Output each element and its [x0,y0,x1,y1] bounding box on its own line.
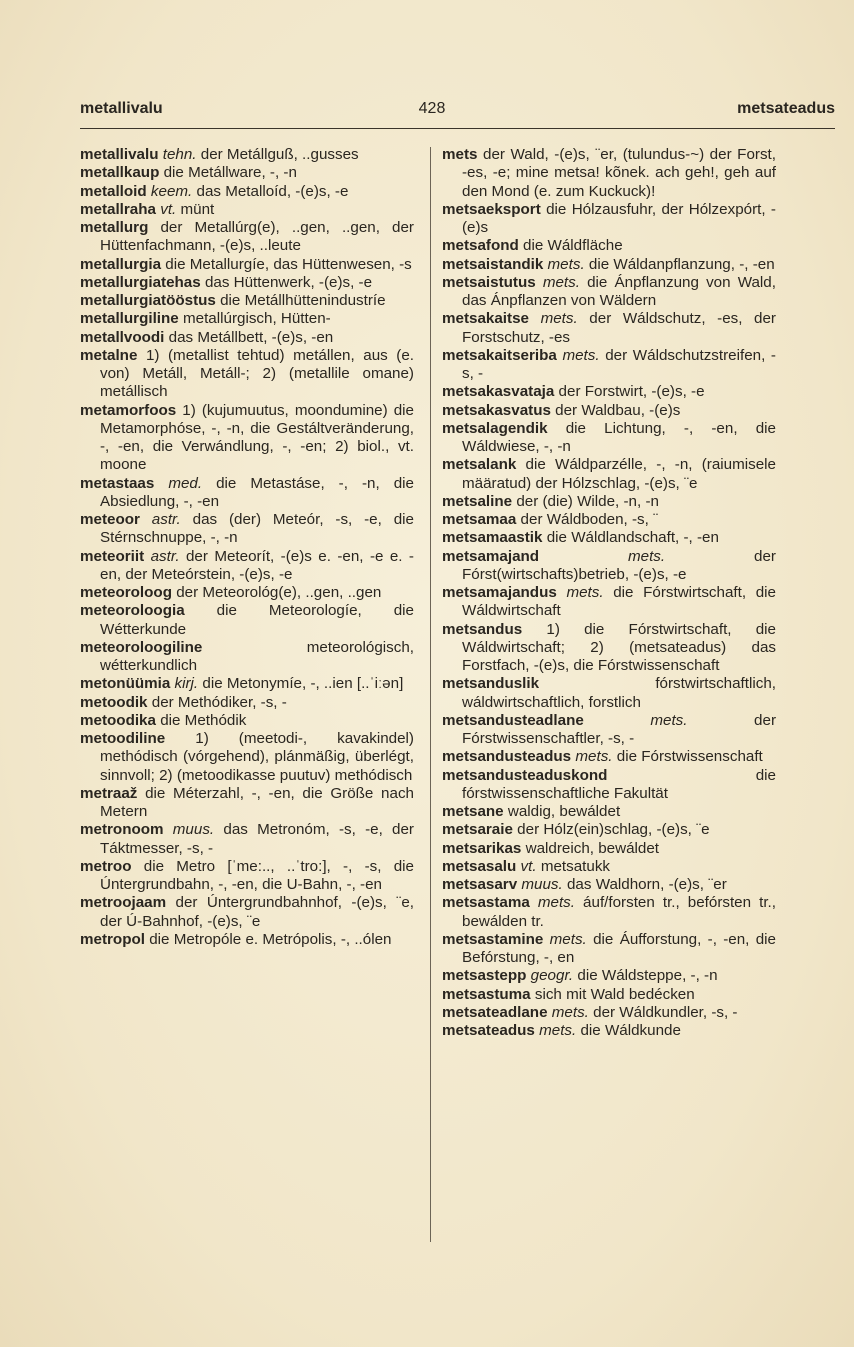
dictionary-entry [80,511,414,548]
entry-translation: das Metállbett, -(e)s, -en [168,328,334,346]
entry-headword: metallurgiatehas [80,273,201,291]
dictionary-entry [80,821,414,858]
entry-headword: metallkaup [80,164,160,182]
entry-domain-label: geogr. [530,967,574,985]
entry-headword: metsamaastik [442,529,543,547]
entry-headword: metsasalu [442,857,517,875]
entry-domain-label: mets. [566,584,604,601]
entry-translation: waldreich, bewáldet [525,839,659,857]
entry-headword: metastaas [80,474,155,492]
entry-headword: metraaž [80,784,138,802]
entry-headword: metroojaam [80,894,167,912]
entry-translation: die Meteorologíe, die Wétterkunde [100,602,414,638]
entry-headword: metonüümia [80,675,171,693]
dictionary-entry [442,584,776,621]
entry-domain-label: mets. [549,930,587,948]
entry-domain-label: mets. [650,711,688,729]
entry-translation: waldig, bewáldet [507,803,621,820]
entry-domain-label: muus. [172,821,215,839]
entry-domain-label: mets. [540,310,578,328]
entry-translation: die Metropóle e. Metrópolis, -, ..ólen [149,930,392,948]
dictionary-entry [442,511,776,529]
entry-domain-label: mets. [547,255,585,273]
entry-translation: 1) (meetodi-, kavakindel) methódisch (vórgehend), plánmäßig, überlégt, sinnvoll; 2) (metoodikasse puutuv) methódisch [100,730,414,784]
entry-domain-label: tehn. [162,146,197,163]
entry-domain-label: astr. [150,547,180,565]
entry-headword: metsamajand [442,547,540,565]
dictionary-entry [80,858,414,895]
right-column [442,146,776,1040]
entry-headword: metsateadlane [442,1003,548,1021]
entry-translation: die Wáldparzélle, -, -n, (raiumisele määratud) der Hólzschlag, -(e)s, ¨e [462,456,776,492]
entry-translation: die fórstwissenschaftliche Fakultät [462,766,776,802]
entry-translation: die Metonymíe, -, ..ien [..ˈiːən] [202,675,404,693]
entry-headword: metsakasvataja [442,383,555,401]
entry-headword: meteoroloog [80,584,172,601]
entry-translation: die Wáldfläche [523,237,623,255]
entry-headword: metoodiline [80,730,166,747]
entry-translation: die Fórstwissenschaft [616,748,763,766]
entry-translation: der (die) Wilde, -n, -n [516,492,659,510]
entry-headword: metallraha [80,200,156,218]
dictionary-entry [80,219,414,256]
entry-translation: der Fórstwissenschaftler, -s, - [462,711,776,747]
dictionary-entry [442,1004,776,1022]
entry-headword: metamorfoos [80,401,177,419]
dictionary-entry [442,548,776,585]
dictionary-entry [442,621,776,676]
dictionary-entry [442,146,776,201]
entry-headword: metsateadus [442,1022,535,1039]
dictionary-entry [442,858,776,876]
entry-domain-label: mets. [562,346,600,364]
entry-translation: meteorológisch, wétterkundlich [100,638,414,674]
entry-headword: metallurgia [80,255,162,273]
entry-domain-label: mets. [537,894,575,912]
dictionary-entry [442,201,776,238]
dictionary-entry [442,876,776,894]
dictionary-entry [442,420,776,457]
dictionary-entry [80,475,414,512]
dictionary-entry [80,785,414,822]
entry-headword: metsandus [442,620,523,638]
entry-translation: der Metallúrg(e), ..gen, ..gen, der Hüttenfachmann, -(e)s, ..leute [100,219,414,255]
entry-headword: metsafond [442,237,519,255]
entry-headword: metoodik [80,693,148,711]
entry-headword: meteoor [80,511,140,528]
entry-headword: metoodika [80,711,156,729]
entry-translation: das Metalloíd, -(e)s, -e [196,182,349,200]
entry-headword: metsastamine [442,930,544,948]
entry-headword: metsastama [442,894,530,912]
entry-headword: metsamaa [442,511,517,528]
dictionary-entry [442,256,776,274]
entry-domain-label: med. [168,474,203,492]
entry-translation: der Wáldboden, -s, ¨ [520,511,659,528]
entry-headword: metallurgiline [80,310,179,328]
dictionary-entry [442,712,776,749]
entry-translation: das (der) Meteór, -s, -e, die Stérnschnuppe, -, -n [100,511,414,547]
entry-headword: metsasarv [442,876,518,893]
entry-translation: der Wáldschutz, -es, der Forstschutz, -es [462,310,776,346]
entry-translation: die Méterzahl, -, -en, die Größe nach Metern [100,784,414,820]
entry-translation: die Áufforstung, -, -en, die Befórstung, -, en [462,930,776,966]
entry-translation: der Methódiker, -s, - [151,693,287,711]
dictionary-entry [442,967,776,985]
entry-translation: 1) (kujumuutus, moondumine) die Metamorphóse, -, -n, die Gestáltveränderung, -, -en, die Verwándlung, -, -en; 2) biol., vt. moone [100,401,414,474]
entry-translation: metallúrgisch, Hütten- [182,310,331,328]
entry-headword: metsalank [442,456,517,474]
entry-domain-label: mets. [542,273,580,291]
dictionary-entry [80,730,414,785]
entry-translation: das Hüttenwerk, -(e)s, -e [204,273,373,291]
entry-translation: der Metállguß, ..gusses [200,146,359,163]
entry-translation: der Wáldschutzstreifen, -s, - [462,346,776,382]
dictionary-entry [80,310,414,328]
entry-headword: metallurg [80,219,149,236]
entry-translation: der Meteorít, -(e)s e. -en, -e e. -en, der Meteórstein, -(e)s, -e [100,547,414,583]
dictionary-entry [80,274,414,292]
entry-translation: die Metallurgíe, das Hüttenwesen, -s [165,255,412,273]
dictionary-entry [442,529,776,547]
dictionary-entry [80,256,414,274]
dictionary-entry [80,164,414,182]
entry-translation: der Meteorológ(e), ..gen, ..gen [176,584,382,601]
dictionary-entry [80,347,414,402]
entry-headword: meteoroloogia [80,602,185,620]
dictionary-entry [80,639,414,676]
dictionary-entry [80,183,414,201]
entry-domain-label: mets. [539,1022,577,1039]
dictionary-entry [442,456,776,493]
dictionary-entry [80,894,414,931]
entry-translation: die Metállhüttenindustríe [220,292,386,309]
entry-domain-label: mets. [627,547,666,565]
entry-translation: áuf/forsten tr., befórsten tr., bewálden tr. [462,894,776,930]
dictionary-entry [442,493,776,511]
left-column [80,146,414,949]
entry-headword: metsaistutus [442,273,536,291]
entry-domain-label: mets. [551,1003,589,1021]
dictionary-entry [442,894,776,931]
dictionary-entry [80,712,414,730]
entry-translation: der Waldbau, -(e)s [555,401,681,419]
dictionary-entry [80,329,414,347]
entry-translation: der Úntergrundbahnhof, -(e)s, ¨e, der Ú-Bahnhof, -(e)s, ¨e [100,894,414,930]
entry-translation: das Waldhorn, -(e)s, ¨er [566,876,727,893]
dictionary-entry [442,237,776,255]
entry-translation: die Fórstwirtschaft, die Wáldwirtschaft [462,584,776,620]
entry-translation: metsatukk [540,857,611,875]
entry-headword: metsandusteadus [442,748,572,766]
entry-translation: die Metállware, -, -n [163,164,297,182]
dictionary-entry [80,602,414,639]
entry-headword: metsane [442,803,504,820]
entry-headword: metsaistandik [442,255,544,273]
entry-headword: mets [442,146,478,163]
dictionary-entry [80,931,414,949]
entry-headword: metsandusteadlane [442,711,584,729]
dictionary-entry [80,584,414,602]
entry-domain-label: astr. [151,511,181,528]
entry-headword: metsastuma [442,985,531,1003]
dictionary-entry [80,694,414,712]
header-first-word: metallivalu [80,100,163,117]
entry-translation: sich mit Wald bedécken [534,985,695,1003]
entry-translation: das Metronóm, -s, -e, der Táktmesser, -s, - [100,821,414,857]
entry-translation: die Wáldanpflanzung, -, -en [588,255,775,273]
entry-headword: metsakaitse [442,310,529,328]
entry-headword: metsakaitseriba [442,346,557,364]
dictionary-entry [442,347,776,384]
entry-translation: die Lichtung, -, -en, die Wáldwiese, -, -n [462,419,776,455]
entry-headword: metronoom [80,821,164,839]
entry-translation: fórstwirtschaftlich, wáldwirtschaftlich, forstlich [462,675,776,711]
entry-headword: metallurgiatööstus [80,292,216,309]
entry-translation: die Methódik [160,711,247,729]
dictionary-entry [442,383,776,401]
dictionary-entry [442,748,776,766]
entry-translation: die Metro [ˈme:.., ..ˈtro:], -, -s, die Úntergrundbahn, -, -en, die U-Bahn, -, -en [100,857,414,893]
entry-domain-label: mets. [575,748,613,766]
dictionary-entry [442,931,776,968]
dictionary-entry [80,402,414,475]
entry-translation: der Wáldkundler, -s, - [593,1003,738,1021]
entry-domain-label: keem. [150,182,193,200]
page-number: 428 [418,100,446,117]
entry-headword: meteoriit [80,547,145,565]
dictionary-entry [442,402,776,420]
entry-headword: metsakasvatus [442,401,551,419]
dictionary-entry [442,803,776,821]
entry-headword: metsamajandus [442,584,557,601]
entry-domain-label: vt. [520,857,537,875]
entry-headword: metsaline [442,492,513,510]
entry-headword: metallvoodi [80,328,165,346]
dictionary-entry [80,146,414,164]
entry-translation: der Forstwirt, -(e)s, -e [558,383,705,401]
entry-translation: der Fórst(wirtschafts)betrieb, -(e)s, -e [462,547,776,583]
entry-translation: 1) (metallist tehtud) metállen, aus (e. von) Metáll, Metáll-; 2) (metallile omane) metállisch [100,346,414,401]
dictionary-entry [442,310,776,347]
entry-headword: metalne [80,346,138,364]
entry-translation: die Wáldsteppe, -, -n [577,967,718,985]
entry-domain-label: vt. [160,200,177,218]
entry-headword: metallivalu [80,146,159,163]
header-rule [80,128,835,129]
entry-translation: die Metastáse, -, -n, die Absiedlung, -, -en [100,474,414,510]
dictionary-entry [80,201,414,219]
entry-headword: metsaeksport [442,200,541,218]
entry-translation: 1) die Fórstwirtschaft, die Wáldwirtschaft; 2) (metsateadus) das Forstfach, -(e)s, die Fórstwissenschaft [462,620,776,674]
entry-headword: metroo [80,857,132,875]
entry-translation: der Wald, -(e)s, ¨er, (tulundus-~) der Forst, -es, -e; mine metsa! kõnek. ach geh!, geh auf den Mond (e. zum Kuckuck)! [462,146,776,200]
dictionary-entry [442,840,776,858]
entry-headword: metsandusteaduskond [442,766,608,784]
entry-headword: metsanduslik [442,675,540,693]
dictionary-entry [442,675,776,712]
entry-headword: metsastepp [442,967,527,985]
entry-headword: meteoroloogiline [80,638,203,656]
entry-translation: die Wáldkunde [580,1022,681,1039]
header-last-word: metsateadus [737,100,835,117]
entry-translation: die Wáldlandschaft, -, -en [546,529,719,547]
entry-domain-label: muus. [521,876,563,893]
entry-headword: metsarikas [442,839,522,857]
dictionary-entry [442,1022,776,1040]
dictionary-entry [442,767,776,804]
entry-domain-label: kirj. [174,675,199,693]
entry-headword: metsaraie [442,821,513,839]
dictionary-entry [442,986,776,1004]
entry-translation: die Ánpflanzung von Wald, das Ánpflanzen von Wäldern [462,273,776,309]
entry-headword: metsalagendik [442,419,548,437]
dictionary-entry [80,548,414,585]
dictionary-entry [442,821,776,839]
dictionary-entry [442,274,776,311]
dictionary-entry [80,675,414,693]
entry-translation: die Hólzausfuhr, der Hólzexpórt, -(e)s [462,200,776,236]
entry-translation: münt [180,200,215,218]
entry-headword: metropol [80,930,145,948]
entry-translation: der Hólz(ein)schlag, -(e)s, ¨e [517,821,710,839]
dictionary-entry [80,292,414,310]
entry-headword: metalloid [80,182,147,200]
page-header [80,100,835,126]
column-divider [430,147,431,1242]
